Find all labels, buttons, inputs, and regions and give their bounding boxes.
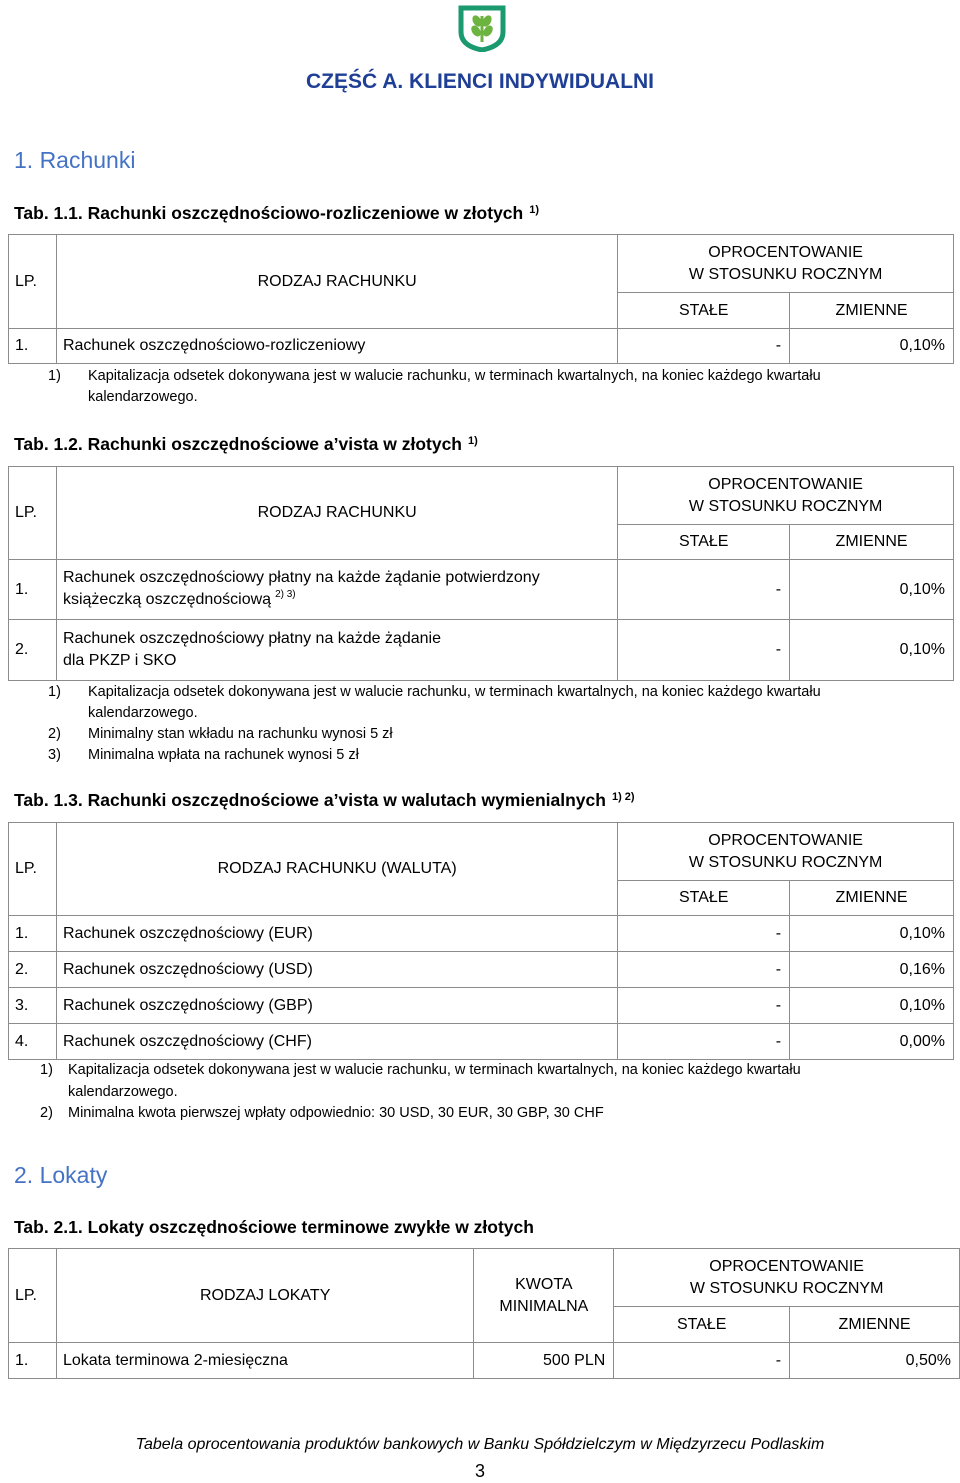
row-fixed: - (618, 988, 790, 1024)
page-number: 3 (474, 1461, 485, 1481)
header-fixed: STAŁE (618, 881, 790, 916)
header-account-type: RODZAJ RACHUNKU (56, 235, 617, 329)
row-fixed: - (618, 916, 790, 952)
header-fixed: STAŁE (618, 525, 790, 560)
table-row (9, 1343, 960, 1379)
footnote-number: 2) (48, 726, 61, 742)
table-title-text: Tab. 1.2. Rachunki oszczędnościowe a’vista w złotych (14, 434, 463, 454)
header-rate-line2: W STOSUNKU ROCZNYM (688, 265, 883, 283)
header-variable: ZMIENNE (790, 293, 954, 329)
row-name (56, 560, 617, 620)
table-1-2 (8, 466, 954, 681)
row-name: Rachunek oszczędnościowy (GBP) (56, 988, 617, 1024)
table-title-text: Tab. 1.3. Rachunki oszczędnościowe a’vista w walutach wymienialnych (14, 790, 606, 810)
row-lp: 1. (9, 1343, 57, 1379)
row-name-line1: Rachunek oszczędnościowy płatny na każde żądanie potwierdzony (62, 568, 540, 586)
row-name: Rachunek oszczędnościowy (USD) (56, 952, 617, 988)
row-min-amount: 500 PLN (474, 1343, 614, 1379)
section-title-rachunki: 1. Rachunki (14, 147, 136, 173)
header-rate-line1: OPROCENTOWANIE (709, 1257, 864, 1275)
row-variable: 0,50% (790, 1343, 960, 1379)
row-name: Rachunek oszczędnościowy (EUR) (56, 916, 617, 952)
row-lp: 2. (9, 952, 57, 988)
footnote-text: Minimalna kwota pierwszej wpłaty odpowiednio: 30 USD, 30 EUR, 30 GBP, 30 CHF (68, 1105, 604, 1121)
header-interest-rate (614, 1249, 960, 1307)
footnote-number: 1) (48, 368, 61, 384)
table-row (9, 952, 954, 988)
footnote-continuation: kalendarzowego. (68, 1084, 178, 1100)
header-rate-line1: OPROCENTOWANIE (708, 831, 863, 849)
footnote-continuation: kalendarzowego. (88, 389, 198, 405)
row-name-line2: dla PKZP i SKO (62, 652, 177, 669)
table-title-2-1: Tab. 2.1. Lokaty oszczędnościowe terminowe zwykłe w złotych (14, 1217, 534, 1237)
footnote-marker: 1) (529, 204, 539, 216)
header-lp: LP. (9, 1249, 57, 1343)
table-title-1-3 (14, 790, 635, 811)
row-fixed: - (618, 329, 790, 364)
header-rate-line1: OPROCENTOWANIE (708, 243, 863, 261)
row-variable: 0,10% (790, 620, 954, 681)
header-variable: ZMIENNE (790, 881, 954, 916)
footnote-number: 1) (48, 684, 61, 700)
row-fixed: - (618, 620, 790, 681)
header-min-amount (474, 1249, 614, 1343)
row-variable: 0,00% (790, 1024, 954, 1060)
table-1-3 (8, 822, 954, 1060)
table-2-1 (8, 1248, 960, 1379)
footnote-text: Kapitalizacja odsetek dokonywana jest w walucie rachunku, w terminach kwartalnych, na koniec każdego kwartału (68, 1062, 801, 1078)
row-name (56, 620, 617, 681)
page-footer: Tabela oprocentowania produktów bankowych w Banku Spółdzielczym w Międzyrzecu Podlaskim (135, 1436, 825, 1453)
table-title-text: Tab. 1.1. Rachunki oszczędnościowo-rozliczeniowe w złotych (14, 203, 524, 223)
row-lp: 2. (9, 620, 57, 681)
row-fixed: - (618, 952, 790, 988)
header-rate-line2: W STOSUNKU ROCZNYM (688, 853, 883, 871)
row-name: Lokata terminowa 2-miesięczna (56, 1343, 473, 1379)
section-title-lokaty: 2. Lokaty (14, 1162, 108, 1188)
row-lp: 3. (9, 988, 57, 1024)
row-name-line1: Rachunek oszczędnościowy płatny na każde żądanie (62, 630, 441, 647)
bank-logo-icon (455, 4, 509, 52)
footnote-text: Kapitalizacja odsetek dokonywana jest w walucie rachunku, w terminach kwartalnych, na koniec każdego kwartału (88, 684, 821, 700)
table-row (9, 620, 954, 681)
footnote-number: 1) (40, 1062, 53, 1078)
row-name: Rachunek oszczędnościowy (CHF) (56, 1024, 617, 1060)
header-deposit-type: RODZAJ LOKATY (56, 1249, 473, 1343)
footnote-text: Minimalny stan wkładu na rachunku wynosi 5 zł (88, 726, 393, 742)
table-row (9, 916, 954, 952)
header-fixed: STAŁE (614, 1307, 790, 1343)
header-lp: LP. (9, 235, 57, 329)
header-fixed: STAŁE (618, 293, 790, 329)
header-lp: LP. (9, 823, 57, 916)
row-fixed: - (618, 1024, 790, 1060)
row-name-line2: książeczką oszczędnościową (62, 590, 272, 608)
table-row (9, 988, 954, 1024)
footnote-marker: 1) (468, 435, 478, 447)
row-fixed: - (614, 1343, 790, 1379)
footnote-continuation: kalendarzowego. (88, 705, 198, 721)
table-title-1-1 (14, 203, 539, 224)
row-lp: 4. (9, 1024, 57, 1060)
footnote-marker: 1) 2) (611, 791, 635, 803)
header-account-type: RODZAJ RACHUNKU (56, 467, 617, 560)
table-1-1 (8, 234, 954, 364)
footnote-number: 3) (48, 747, 61, 763)
row-lp: 1. (9, 560, 57, 620)
header-lp: LP. (9, 467, 57, 560)
header-min-line2: MINIMALNA (499, 1297, 589, 1315)
row-name: Rachunek oszczędnościowo-rozliczeniowy (56, 329, 617, 364)
table-row (9, 1024, 954, 1060)
row-fixed: - (618, 560, 790, 620)
row-variable: 0,16% (790, 952, 954, 988)
row-variable: 0,10% (790, 560, 954, 620)
header-rate-line2: W STOSUNKU ROCZNYM (688, 497, 883, 515)
footnote-marker: 2) 3) (275, 588, 296, 600)
header-interest-rate (618, 235, 954, 293)
footnote-text: Kapitalizacja odsetek dokonywana jest w walucie rachunku, w terminach kwartalnych, na koniec każdego kwartału (88, 368, 821, 384)
table-row (9, 329, 954, 364)
part-title: CZĘŚĆ A. KLIENCI INDYWIDUALNI (305, 70, 655, 93)
header-account-type: RODZAJ RACHUNKU (WALUTA) (56, 823, 617, 916)
header-interest-rate (618, 823, 954, 881)
header-rate-line2: W STOSUNKU ROCZNYM (689, 1279, 884, 1297)
header-variable: ZMIENNE (790, 1307, 960, 1343)
header-rate-line1: OPROCENTOWANIE (708, 475, 863, 493)
table-title-1-2 (14, 434, 478, 455)
header-interest-rate (618, 467, 954, 525)
row-variable: 0,10% (790, 329, 954, 364)
header-variable: ZMIENNE (790, 525, 954, 560)
table-row (9, 560, 954, 620)
row-variable: 0,10% (790, 988, 954, 1024)
header-min-line1: KWOTA (515, 1275, 573, 1293)
footnote-text: Minimalna wpłata na rachunek wynosi 5 zł (88, 747, 359, 763)
row-lp: 1. (9, 916, 57, 952)
row-variable: 0,10% (790, 916, 954, 952)
footnote-number: 2) (40, 1105, 53, 1121)
row-lp: 1. (9, 329, 57, 364)
